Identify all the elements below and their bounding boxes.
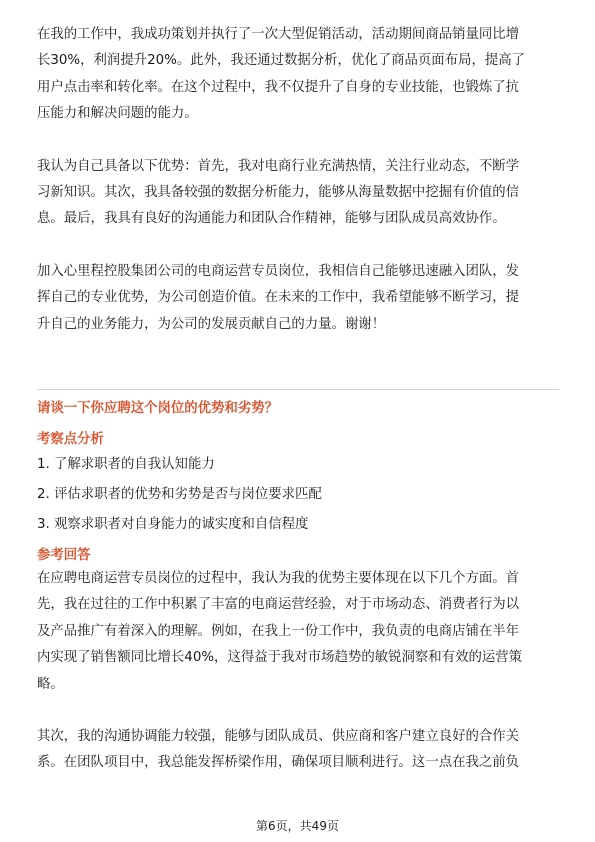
text-line: 在我的工作中，我成功策划并执行了一次大型促销活动，活动期间商品销量同比增 [37, 27, 520, 42]
intro-paragraph-3 [37, 259, 559, 338]
text-line: 系。在团队项目中，我总能发挥桥梁作用，确保项目顺利进行。这一点在我之前负 [37, 755, 520, 771]
text-line: 息。最后，我具有良好的沟通能力和团队合作精神，能够与团队成员高效协作。 [37, 211, 506, 227]
analysis-heading: 考察点分析 [37, 432, 104, 447]
text-line: 升自己的业务能力，为公司的发展贡献自己的力量。谢谢！ [37, 316, 386, 332]
list-item: 1. 了解求职者的自我认知能力 [37, 457, 215, 472]
text-line: 及产品推广有着深入的理解。例如，在我上一份工作中，我负责的电商店铺在半年 [37, 623, 520, 639]
analysis-list [37, 453, 322, 543]
answer-paragraph-1 [37, 566, 559, 698]
text-line: 内实现了销售额同比增长40%，这得益于我对市场趋势的敏锐洞察和有效的运营策 [37, 650, 523, 666]
answer-heading: 参考回答 [37, 548, 91, 563]
text-line: 挥自己的专业优势，为公司创造价值。在未来的工作中，我希望能够不断学习，提 [37, 290, 520, 306]
text-line: 加入心里程控股集团公司的电商运营专员岗位，我相信自己能够迅速融入团队，发 [37, 263, 520, 279]
intro-paragraph-1 [37, 22, 559, 128]
question-title: 请谈一下你应聘这个岗位的优势和劣势？ [37, 401, 279, 416]
text-line: 在应聘电商运营专员岗位的过程中，我认为我的优势主要体现在以下几个方面。首 [37, 571, 520, 586]
intro-section [37, 22, 559, 338]
answer-section [37, 566, 559, 777]
text-line: 略。 [37, 676, 64, 692]
text-line: 其次，我的沟通协调能力较强，能够与团队成员、供应商和客户建立良好的合作关 [37, 729, 520, 745]
text-line: 用户点击率和转化率。在这个过程中，我不仅提升了自身的专业技能，也锻炼了抗 [37, 79, 520, 95]
text-line: 习新知识。其次，我具备较强的数据分析能力，能够从海量数据中挖掘有价值的信 [37, 185, 520, 201]
text-line: 先，我在过往的工作中积累了丰富的电商运营经验，对于市场动态、消费者行为以 [37, 597, 520, 613]
list-item: 2. 评估求职者的优势和劣势是否与岗位要求匹配 [37, 487, 322, 502]
text-line: 我认为自己具备以下优势：首先，我对电商行业充满热情，关注行业动态，不断学 [37, 158, 520, 174]
intro-paragraph-2 [37, 154, 559, 233]
section-divider [37, 389, 559, 390]
answer-paragraph-2 [37, 724, 559, 777]
text-line: 压能力和解决问题的能力。 [37, 106, 198, 122]
page-number: 第6页，共49页 [256, 819, 339, 833]
list-item: 3. 观察求职者对自身能力的诚实度和自信程度 [37, 517, 309, 532]
text-line: 长30%，利润提升20%。此外，我还通过数据分析，优化了商品页面布局，提高了 [37, 53, 526, 69]
